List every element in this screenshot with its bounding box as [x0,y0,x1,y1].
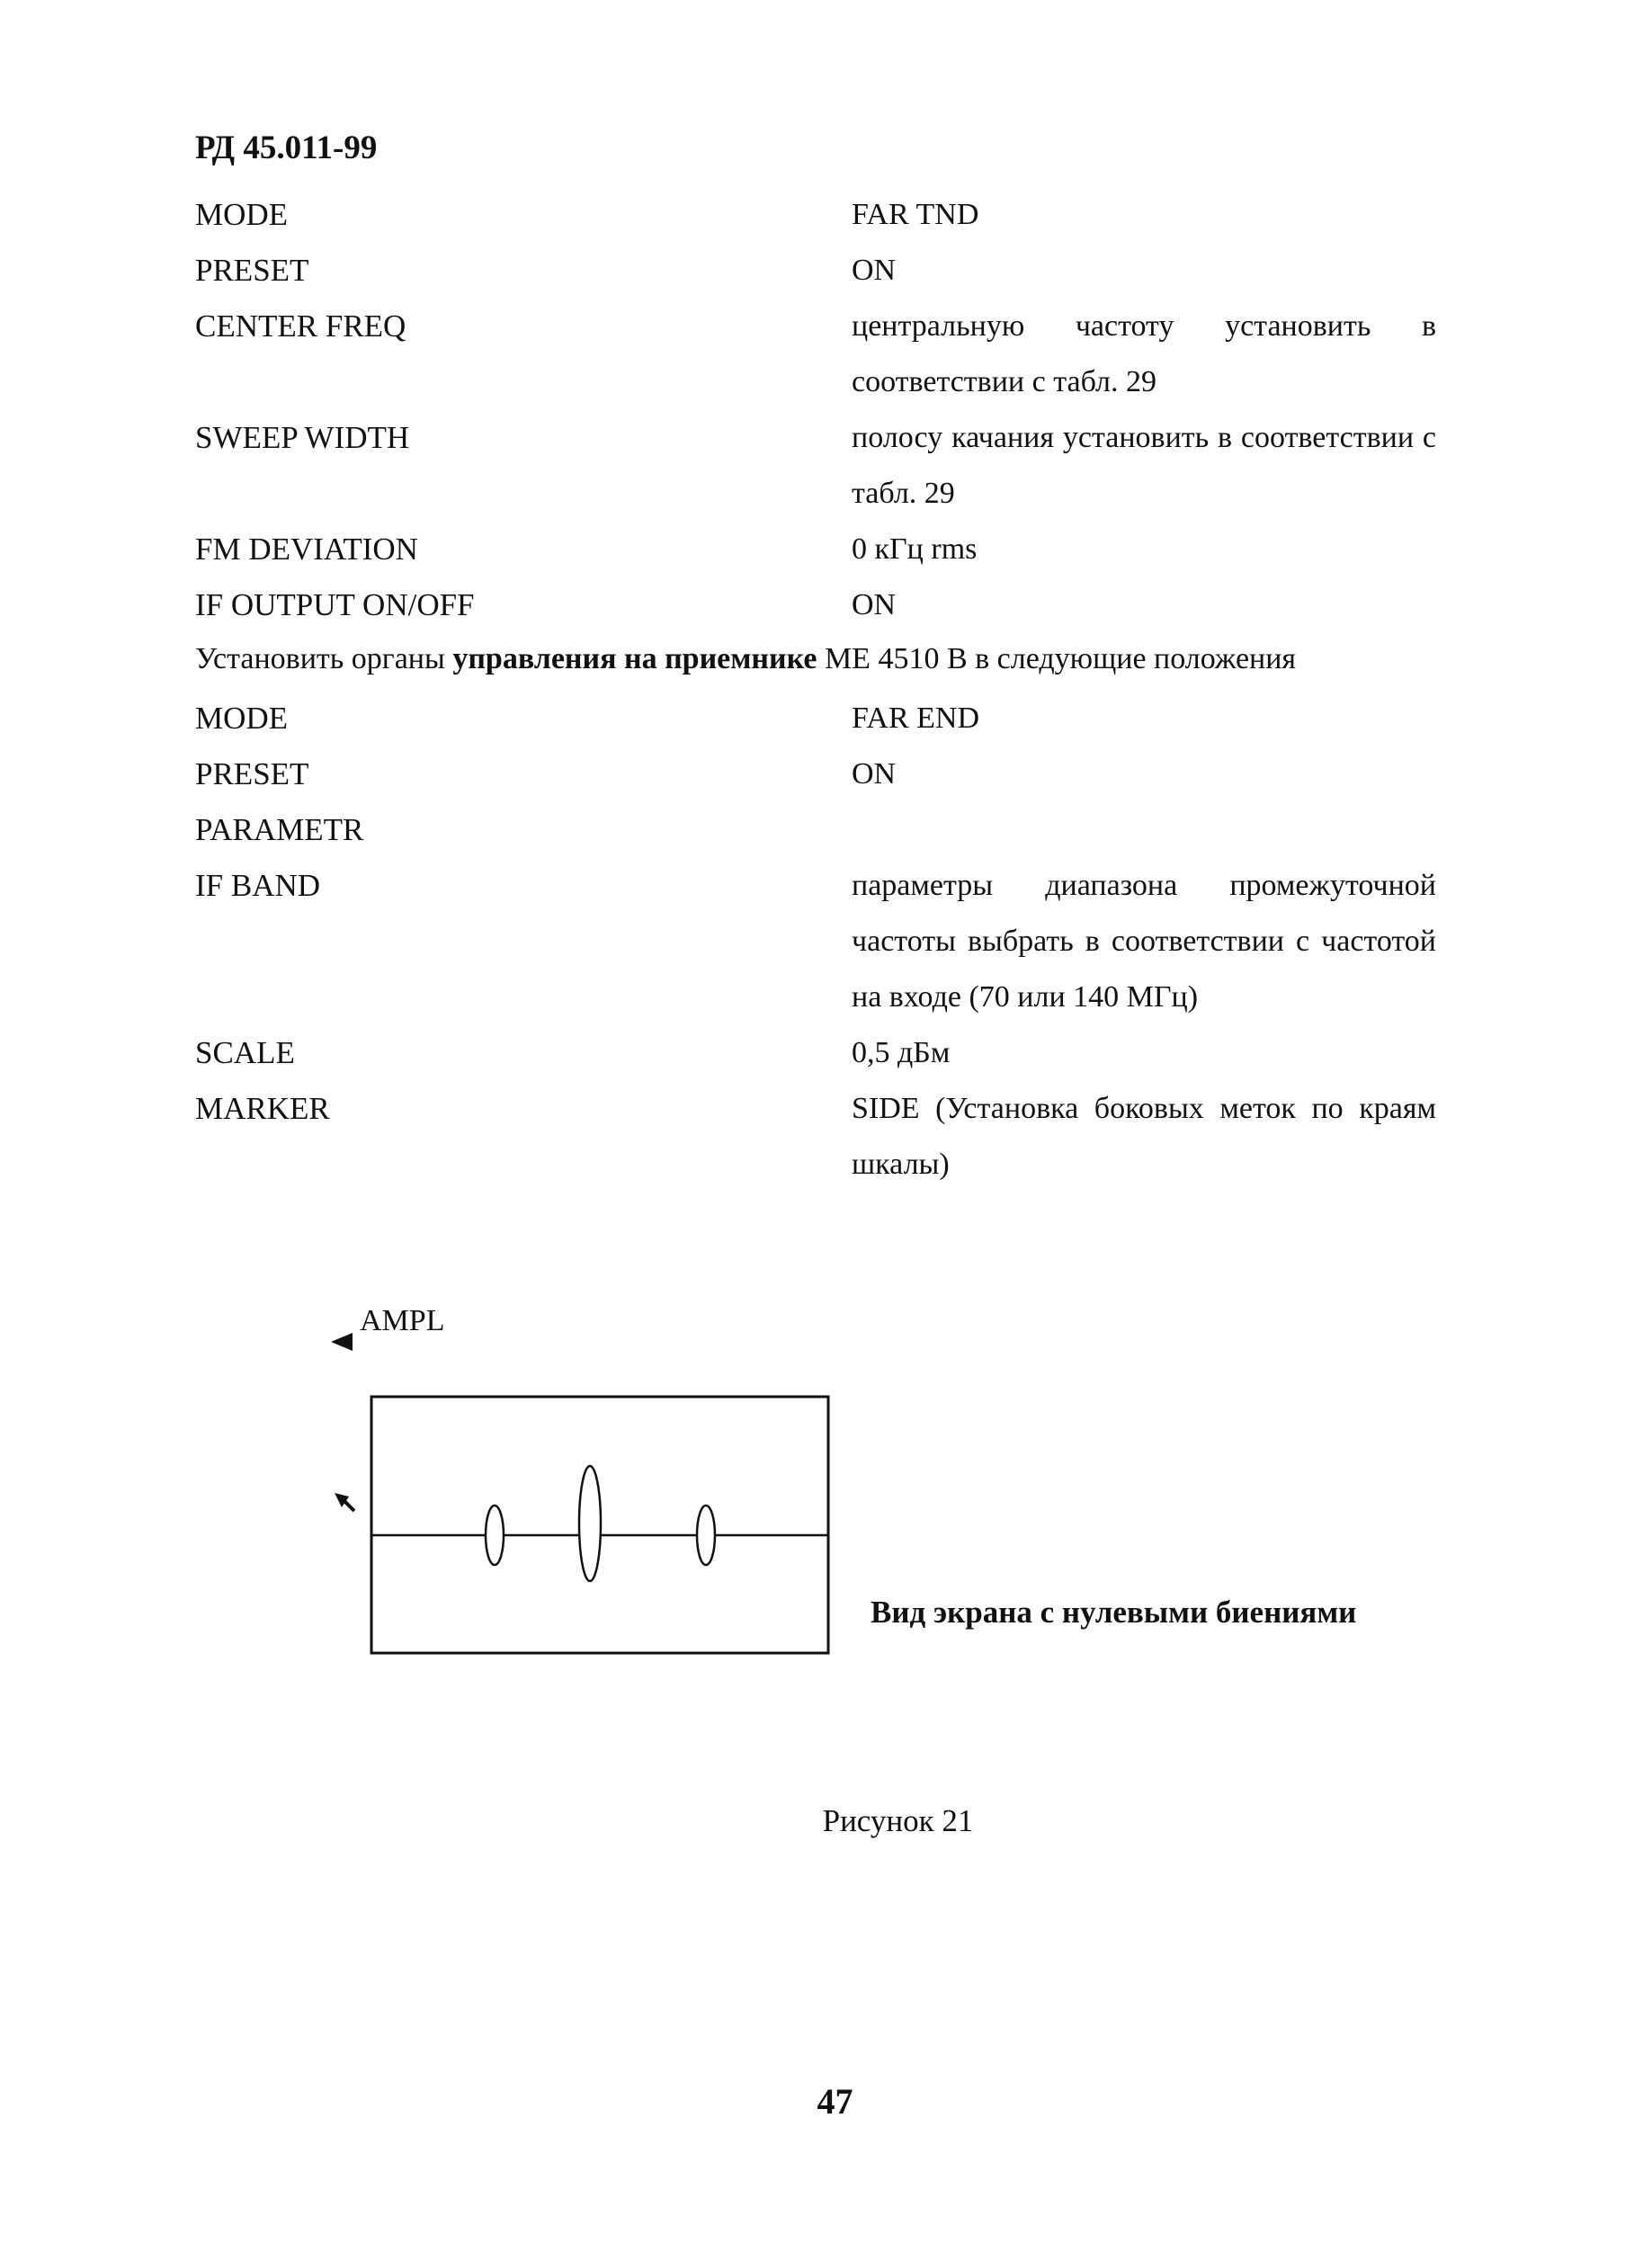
setting-value: параметры диапазона промежуточной частоты выбрать в соответствии с частотой на входе (70 или 140 МГц) [852,869,1436,1014]
setting-row [195,577,1436,633]
setting-row [195,691,1436,746]
screen-figure [324,1304,953,1664]
setting-param: CENTER FREQ [195,308,406,344]
setting-row [195,1025,1436,1081]
center-peak [579,1466,601,1581]
setting-row [195,1081,1436,1193]
setting-value: FAR TND [852,198,979,231]
figure-caption: Вид экрана с нулевыми биениями [871,1595,1357,1630]
setting-param: MARKER [195,1091,330,1126]
setting-value: SIDE (Установка боковых меток по краям шкалы) [852,1092,1436,1181]
side-peak-left [486,1506,504,1565]
page-number: 47 [817,2081,853,2122]
setting-value: полосу качания установить в соответствии с табл. 29 [852,421,1436,510]
setting-param: PARAMETR [195,812,364,847]
ampl-axis-label: AMPL [360,1304,445,1337]
setting-row [195,243,1436,299]
setting-param: MODE [195,701,289,736]
setting-value: 0,5 дБм [852,1036,951,1069]
setting-param: IF BAND [195,868,321,903]
setting-row [195,410,1436,522]
setting-row [195,299,1436,410]
setting-value: ON [852,588,897,621]
setting-param: SWEEP WIDTH [195,420,410,455]
settings-block-2 [195,691,1436,1193]
side-peak-right [697,1506,715,1565]
setting-row [195,746,1436,802]
setting-param: IF OUTPUT ON/OFF [195,587,475,622]
setting-value: центральную частоту установить в соответствии с табл. 29 [852,309,1436,398]
setting-row [195,802,1436,858]
setting-value: ON [852,757,897,791]
setting-param: SCALE [195,1035,295,1070]
setting-value: 0 кГц rms [852,532,978,566]
setting-value: FAR END [852,702,979,735]
instruction-part: ME 4510 B в следующие положения [817,642,1297,675]
setting-row [195,858,1436,1025]
setting-param: PRESET [195,253,309,288]
setting-row [195,522,1436,577]
figure-number: Рисунок 21 [822,1803,974,1838]
settings-block-1 [195,187,1436,633]
setting-param: PRESET [195,756,309,791]
setting-value [852,802,1436,858]
setting-row [195,187,1436,243]
setting-param: FM DEVIATION [195,532,418,567]
setting-param: MODE [195,197,289,232]
ampl-arrow-icon [331,1333,353,1351]
instruction-part: Установить органы [195,642,453,675]
screen-diagram [324,1304,953,1664]
instruction-part-bold: управления на приемнике [452,642,817,675]
document-code: РД 45.011-99 [195,130,378,166]
pointer-arrow-shaft [342,1498,354,1511]
instruction-text [195,631,1454,687]
setting-value: ON [852,254,897,287]
